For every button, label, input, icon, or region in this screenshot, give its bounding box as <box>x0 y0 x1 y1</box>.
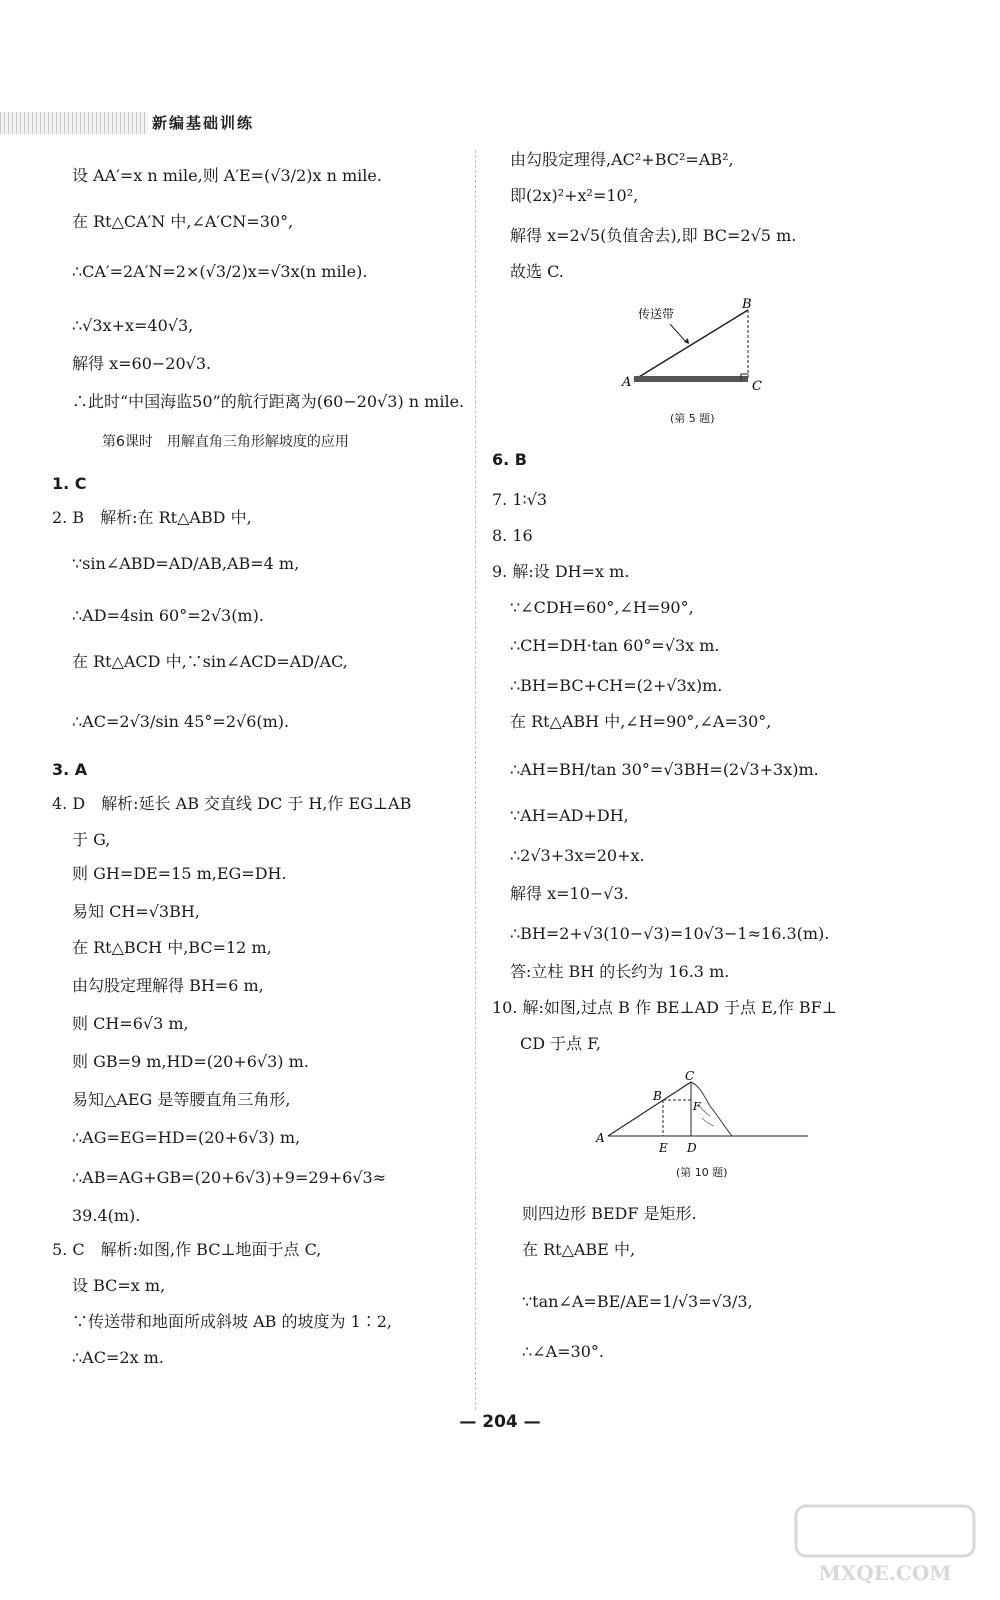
right-line-19: CD 于点 F, <box>520 1034 601 1053</box>
left-line-16: 则 GH=DE=15 m,EG=DH. <box>72 864 287 883</box>
left-line-14: 4. D 解析:延长 AB 交直线 DC 于 H,作 EG⊥AB <box>52 794 412 813</box>
fig10-label-b: B <box>653 1089 662 1103</box>
right-line-3: 故选 C. <box>510 262 564 281</box>
watermark-text: MXQE.COM <box>818 1561 952 1585</box>
right-line-17: 答:立柱 BH 的长约为 16.3 m. <box>510 962 730 981</box>
left-line-13: 3. A <box>52 760 88 779</box>
fig10-label-a: A <box>596 1131 605 1145</box>
left-line-27: 设 BC=x m, <box>72 1276 166 1295</box>
left-line-17: 易知 CH=√3BH, <box>72 902 200 921</box>
column-divider <box>475 150 476 1410</box>
left-line-9: ∵sin∠ABD=AD/AB,AB=4 m, <box>72 554 300 573</box>
fig5-label-c: C <box>752 379 762 394</box>
right-line-21: 在 Rt△ABE 中, <box>522 1240 636 1259</box>
left-line-28: ∵传送带和地面所成斜坡 AB 的坡度为 1∶2, <box>72 1312 393 1331</box>
fig5-label-b: B <box>742 297 752 312</box>
left-line-19: 由勾股定理解得 BH=6 m, <box>72 976 264 995</box>
right-line-9: ∴CH=DH·tan 60°=√3x m. <box>510 636 720 655</box>
fig5-caption: (第 5 题) <box>670 412 715 425</box>
right-line-10: ∴BH=BC+CH=(2+√3x)m. <box>510 676 723 695</box>
left-line-11: 在 Rt△ACD 中,∵sin∠ACD=AD/AC, <box>72 652 348 671</box>
right-line-1: 即(2x)²+x²=10², <box>510 186 639 205</box>
left-line-5: ∴此时“中国海监50”的航行距离为(60−20√3) n mile. <box>72 392 465 411</box>
left-line-1: 在 Rt△CA′N 中,∠A′CN=30°, <box>72 212 294 231</box>
right-line-14: ∴2√3+3x=20+x. <box>510 846 645 865</box>
fig5-belt-label: 传送带 <box>638 307 675 321</box>
left-line-25: 39.4(m). <box>72 1206 141 1225</box>
left-line-0: 设 AA′=x n mile,则 A′E=(√3/2)x n mile. <box>72 166 382 185</box>
right-line-0: 由勾股定理得,AC²+BC²=AB², <box>510 150 734 169</box>
left-line-2: ∴CA′=2A′N=2×(√3/2)x=√3x(n mile). <box>72 262 368 281</box>
header-title: 新编基础训练 <box>148 110 282 136</box>
right-line-15: 解得 x=10−√3. <box>510 884 629 903</box>
left-line-29: ∴AC=2x m. <box>72 1348 164 1367</box>
left-line-3: ∴√3x+x=40√3, <box>72 316 194 335</box>
right-line-4: 6. B <box>492 450 527 469</box>
fig10-label-f: F <box>693 1100 701 1113</box>
right-line-22: ∵tan∠A=BE/AE=1/√3=√3/3, <box>522 1292 753 1311</box>
left-line-18: 在 Rt△BCH 中,BC=12 m, <box>72 938 272 957</box>
left-line-10: ∴AD=4sin 60°=2√3(m). <box>72 606 264 625</box>
right-line-6: 8. 16 <box>492 526 533 545</box>
left-line-21: 则 GB=9 m,HD=(20+6√3) m. <box>72 1052 309 1071</box>
section-title: 第6课时 用解直角三角形解坡度的应用 <box>102 434 349 450</box>
left-line-7: 1. C <box>52 474 87 493</box>
fig10-label-d: D <box>687 1141 697 1155</box>
left-line-12: ∴AC=2√3/sin 45°=2√6(m). <box>72 712 290 731</box>
right-line-12: ∴AH=BH/tan 30°=√3BH=(2√3+3x)m. <box>510 760 819 779</box>
left-line-4: 解得 x=60−20√3. <box>72 354 212 373</box>
fig10-label-e: E <box>659 1141 668 1155</box>
fig10-caption: (第 10 题) <box>676 1166 728 1179</box>
left-line-26: 5. C 解析:如图,作 BC⊥地面于点 C, <box>52 1240 322 1259</box>
right-line-16: ∴BH=2+√3(10−√3)=10√3−1≈16.3(m). <box>510 924 830 943</box>
watermark-logo <box>790 1500 980 1590</box>
left-line-22: 易知△AEG 是等腰直角三角形, <box>72 1090 291 1109</box>
left-line-24: ∴AB=AG+GB=(20+6√3)+9=29+6√3≈ <box>72 1168 387 1187</box>
right-line-8: ∵∠CDH=60°,∠H=90°, <box>510 598 694 617</box>
right-line-20: 则四边形 BEDF 是矩形. <box>522 1204 697 1223</box>
right-line-23: ∴∠A=30°. <box>522 1342 604 1361</box>
left-line-20: 则 CH=6√3 m, <box>72 1014 189 1033</box>
right-line-18: 10. 解:如图,过点 B 作 BE⊥AD 于点 E,作 BF⊥ <box>492 998 837 1017</box>
right-line-11: 在 Rt△ABH 中,∠H=90°,∠A=30°, <box>510 712 772 731</box>
figure-10 <box>590 1068 820 1158</box>
right-line-5: 7. 1∶√3 <box>492 490 548 509</box>
figure-5 <box>610 294 780 404</box>
left-line-23: ∴AG=EG=HD=(20+6√3) m, <box>72 1128 301 1147</box>
right-line-7: 9. 解:设 DH=x m. <box>492 562 630 581</box>
fig5-label-a: A <box>622 375 632 390</box>
left-line-8: 2. B 解析:在 Rt△ABD 中, <box>52 508 252 527</box>
right-line-13: ∵AH=AD+DH, <box>510 806 629 825</box>
right-line-2: 解得 x=2√5(负值舍去),即 BC=2√5 m. <box>510 226 797 245</box>
page-number: — 204 — <box>459 1412 541 1432</box>
fig10-label-c: C <box>685 1069 695 1083</box>
left-line-15: 于 G, <box>72 830 111 849</box>
